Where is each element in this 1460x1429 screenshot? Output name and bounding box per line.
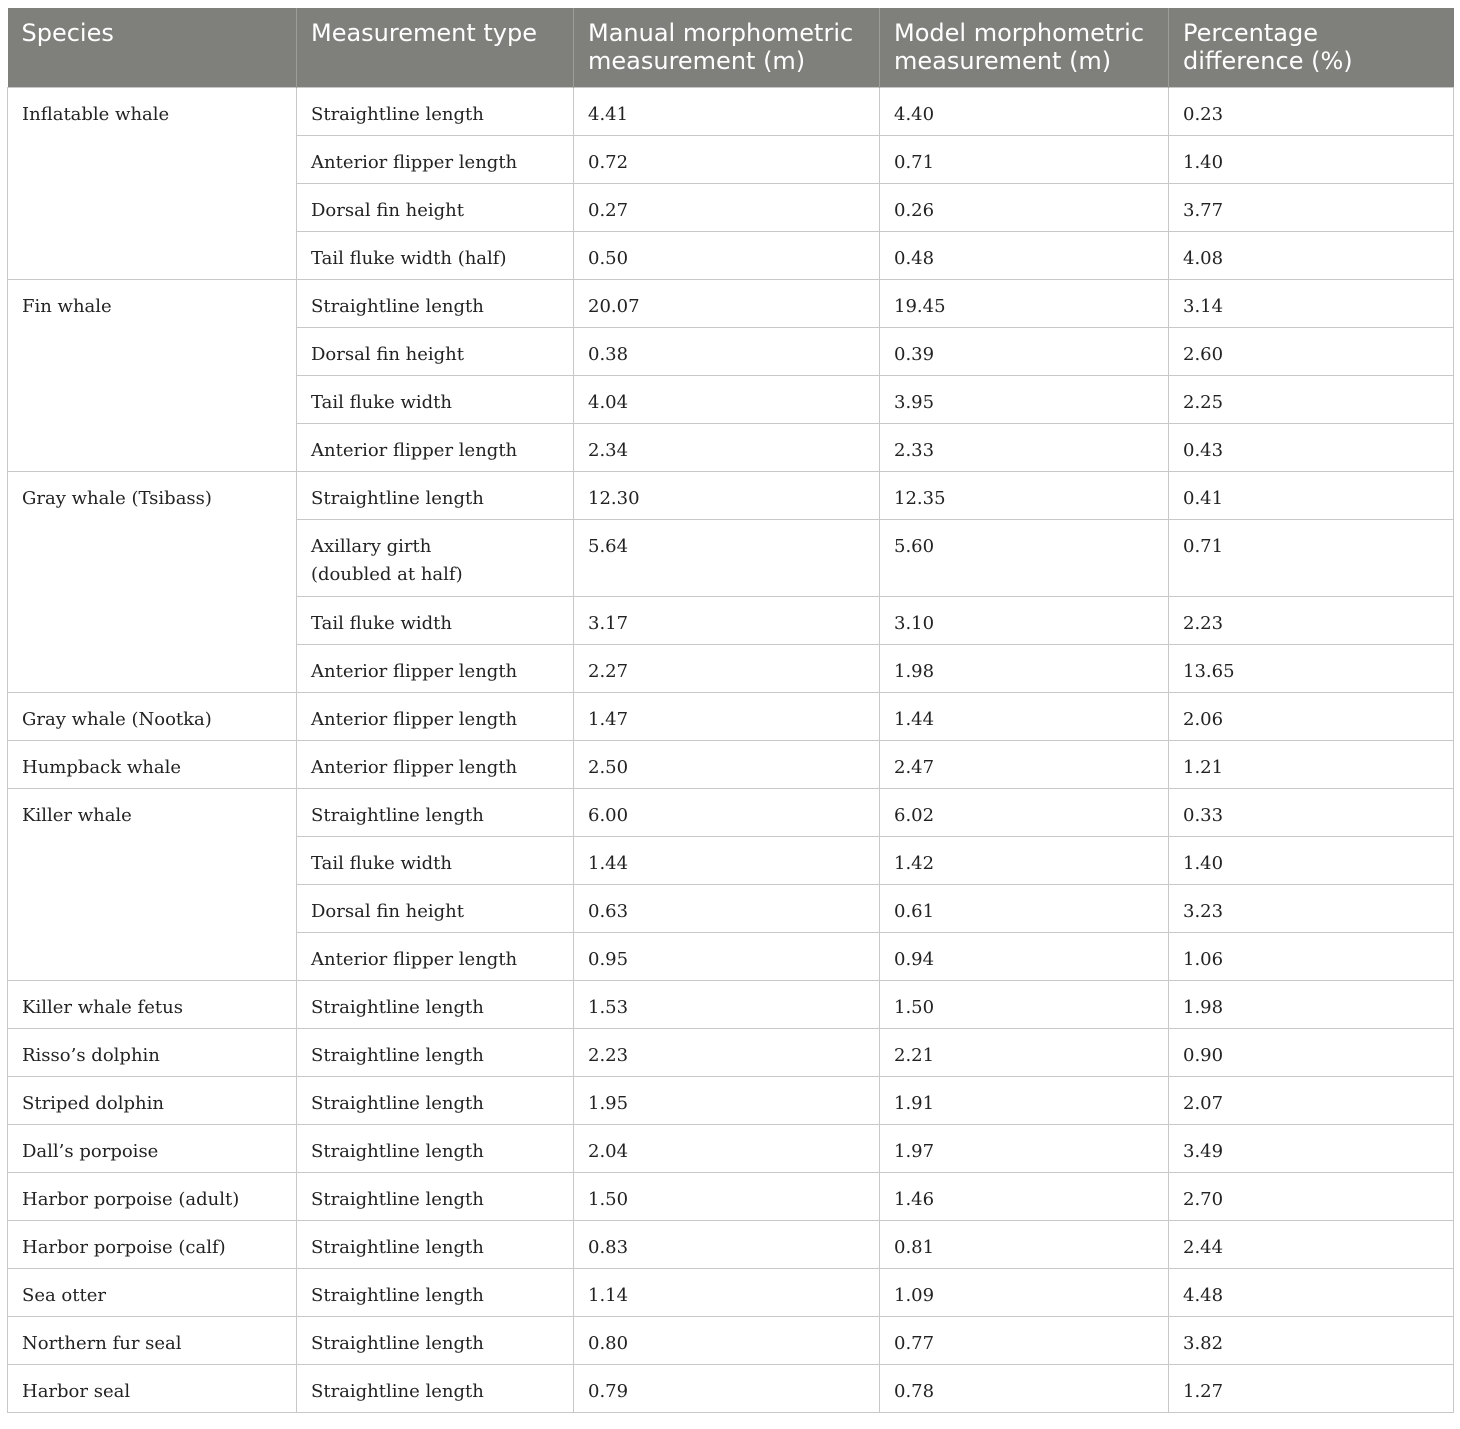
manual-value-cell: 2.23 (574, 1029, 880, 1077)
model-value-cell: 1.50 (880, 981, 1169, 1029)
measurement-type-cell: Straightline length (297, 472, 574, 520)
measurement-type-cell: Straightline length (297, 1269, 574, 1317)
species-cell: Harbor porpoise (calf) (8, 1221, 297, 1269)
model-value-cell: 12.35 (880, 472, 1169, 520)
model-value-cell: 0.39 (880, 328, 1169, 376)
header-measurement-type: Measurement type (297, 8, 574, 88)
percentage-difference-cell: 3.14 (1169, 280, 1454, 328)
table-row (8, 1173, 1454, 1221)
percentage-difference-cell: 1.27 (1169, 1365, 1454, 1413)
species-cell: Killer whale fetus (8, 981, 297, 1029)
table-row (8, 280, 1454, 328)
manual-value-cell: 0.83 (574, 1221, 880, 1269)
model-value-cell: 1.91 (880, 1077, 1169, 1125)
header-species: Species (8, 8, 297, 88)
percentage-difference-cell: 4.48 (1169, 1269, 1454, 1317)
measurement-type-cell: Straightline length (297, 88, 574, 136)
table-row (8, 1077, 1454, 1125)
model-value-cell: 0.71 (880, 136, 1169, 184)
model-value-cell: 2.33 (880, 424, 1169, 472)
manual-value-cell: 1.95 (574, 1077, 880, 1125)
measurement-type-cell: Straightline length (297, 1173, 574, 1221)
manual-value-cell: 0.38 (574, 328, 880, 376)
percentage-difference-cell: 2.60 (1169, 328, 1454, 376)
model-value-cell: 6.02 (880, 789, 1169, 837)
percentage-difference-cell: 0.41 (1169, 472, 1454, 520)
measurement-type-cell: Anterior flipper length (297, 741, 574, 789)
model-value-cell: 19.45 (880, 280, 1169, 328)
percentage-difference-cell: 13.65 (1169, 645, 1454, 693)
percentage-difference-cell: 1.21 (1169, 741, 1454, 789)
table-row (8, 88, 1454, 136)
manual-value-cell: 6.00 (574, 789, 880, 837)
percentage-difference-cell: 1.06 (1169, 933, 1454, 981)
manual-value-cell: 1.53 (574, 981, 880, 1029)
manual-value-cell: 4.04 (574, 376, 880, 424)
species-cell: Dall’s porpoise (8, 1125, 297, 1173)
manual-value-cell: 0.63 (574, 885, 880, 933)
header-percentage-difference: Percentage difference (%) (1169, 8, 1454, 88)
table-header (8, 8, 1454, 88)
manual-value-cell: 0.72 (574, 136, 880, 184)
model-value-cell: 3.95 (880, 376, 1169, 424)
model-value-cell: 0.81 (880, 1221, 1169, 1269)
percentage-difference-cell: 2.44 (1169, 1221, 1454, 1269)
percentage-difference-cell: 2.07 (1169, 1077, 1454, 1125)
measurement-type-cell: Straightline length (297, 789, 574, 837)
measurement-type-cell: Straightline length (297, 1077, 574, 1125)
model-value-cell: 1.42 (880, 837, 1169, 885)
manual-value-cell: 0.80 (574, 1317, 880, 1365)
measurement-type-cell: Straightline length (297, 1317, 574, 1365)
table-row (8, 693, 1454, 741)
percentage-difference-cell: 0.33 (1169, 789, 1454, 837)
percentage-difference-cell: 3.23 (1169, 885, 1454, 933)
percentage-difference-cell: 1.40 (1169, 136, 1454, 184)
species-cell: Fin whale (8, 280, 297, 472)
measurement-type-cell: Straightline length (297, 280, 574, 328)
percentage-difference-cell: 1.98 (1169, 981, 1454, 1029)
manual-value-cell: 2.27 (574, 645, 880, 693)
measurement-type-cell: Anterior flipper length (297, 693, 574, 741)
manual-value-cell: 0.27 (574, 184, 880, 232)
measurement-type-cell: Straightline length (297, 1221, 574, 1269)
table-row (8, 472, 1454, 520)
measurement-type-cell: Tail fluke width (297, 376, 574, 424)
species-cell: Inflatable whale (8, 88, 297, 280)
model-value-cell: 1.98 (880, 645, 1169, 693)
model-value-cell: 2.47 (880, 741, 1169, 789)
measurement-type-cell: Anterior flipper length (297, 933, 574, 981)
table-row (8, 1317, 1454, 1365)
percentage-difference-cell: 2.23 (1169, 597, 1454, 645)
model-value-cell: 0.48 (880, 232, 1169, 280)
manual-value-cell: 3.17 (574, 597, 880, 645)
species-cell: Humpback whale (8, 741, 297, 789)
manual-value-cell: 0.95 (574, 933, 880, 981)
measurement-type-cell: Tail fluke width (297, 597, 574, 645)
manual-value-cell: 0.50 (574, 232, 880, 280)
manual-value-cell: 2.04 (574, 1125, 880, 1173)
model-value-cell: 1.44 (880, 693, 1169, 741)
model-value-cell: 0.77 (880, 1317, 1169, 1365)
manual-value-cell: 0.79 (574, 1365, 880, 1413)
percentage-difference-cell: 2.70 (1169, 1173, 1454, 1221)
model-value-cell: 1.09 (880, 1269, 1169, 1317)
measurement-type-cell: Dorsal fin height (297, 885, 574, 933)
manual-value-cell: 1.50 (574, 1173, 880, 1221)
table-row (8, 741, 1454, 789)
measurement-type-cell: Tail fluke width (297, 837, 574, 885)
measurement-type-cell: Dorsal fin height (297, 328, 574, 376)
table-row (8, 1365, 1454, 1413)
table-body (8, 88, 1454, 1413)
header-manual-measurement: Manual morphometric measurement (m) (574, 8, 880, 88)
header-model-measurement: Model morphometric measurement (m) (880, 8, 1169, 88)
morphometric-table (7, 8, 1454, 1413)
table-row (8, 789, 1454, 837)
table-row (8, 1125, 1454, 1173)
model-value-cell: 2.21 (880, 1029, 1169, 1077)
percentage-difference-cell: 2.06 (1169, 693, 1454, 741)
table-row (8, 1221, 1454, 1269)
measurement-type-cell (297, 520, 574, 597)
table-row (8, 981, 1454, 1029)
species-cell: Harbor porpoise (adult) (8, 1173, 297, 1221)
species-cell: Sea otter (8, 1269, 297, 1317)
manual-value-cell: 12.30 (574, 472, 880, 520)
percentage-difference-cell: 3.77 (1169, 184, 1454, 232)
manual-value-cell: 1.47 (574, 693, 880, 741)
species-cell: Striped dolphin (8, 1077, 297, 1125)
measurement-type-cell: Straightline length (297, 1125, 574, 1173)
measurement-type-cell: Straightline length (297, 1365, 574, 1413)
model-value-cell: 1.46 (880, 1173, 1169, 1221)
percentage-difference-cell: 0.23 (1169, 88, 1454, 136)
model-value-cell: 0.26 (880, 184, 1169, 232)
header-row (8, 8, 1454, 88)
species-cell: Harbor seal (8, 1365, 297, 1413)
model-value-cell: 4.40 (880, 88, 1169, 136)
table-row (8, 1029, 1454, 1077)
model-value-cell: 0.94 (880, 933, 1169, 981)
percentage-difference-cell: 4.08 (1169, 232, 1454, 280)
manual-value-cell: 2.34 (574, 424, 880, 472)
species-cell: Gray whale (Nootka) (8, 693, 297, 741)
manual-value-cell: 5.64 (574, 520, 880, 597)
percentage-difference-cell: 1.40 (1169, 837, 1454, 885)
measurement-type-cell: Dorsal fin height (297, 184, 574, 232)
measurement-type-cell: Straightline length (297, 1029, 574, 1077)
model-value-cell: 0.78 (880, 1365, 1169, 1413)
manual-value-cell: 1.44 (574, 837, 880, 885)
measurement-type-label: Axillary girth (doubled at half) (311, 536, 463, 585)
manual-value-cell: 1.14 (574, 1269, 880, 1317)
measurement-type-cell: Anterior flipper length (297, 645, 574, 693)
percentage-difference-cell: 0.71 (1169, 520, 1454, 597)
measurement-type-cell: Tail fluke width (half) (297, 232, 574, 280)
manual-value-cell: 2.50 (574, 741, 880, 789)
measurement-type-cell: Straightline length (297, 981, 574, 1029)
model-value-cell: 3.10 (880, 597, 1169, 645)
percentage-difference-cell: 0.43 (1169, 424, 1454, 472)
model-value-cell: 1.97 (880, 1125, 1169, 1173)
model-value-cell: 5.60 (880, 520, 1169, 597)
percentage-difference-cell: 2.25 (1169, 376, 1454, 424)
species-cell: Risso’s dolphin (8, 1029, 297, 1077)
percentage-difference-cell: 0.90 (1169, 1029, 1454, 1077)
percentage-difference-cell: 3.82 (1169, 1317, 1454, 1365)
manual-value-cell: 4.41 (574, 88, 880, 136)
species-cell: Gray whale (Tsibass) (8, 472, 297, 693)
model-value-cell: 0.61 (880, 885, 1169, 933)
measurement-type-cell: Anterior flipper length (297, 136, 574, 184)
manual-value-cell: 20.07 (574, 280, 880, 328)
species-cell: Killer whale (8, 789, 297, 981)
measurement-type-cell: Anterior flipper length (297, 424, 574, 472)
table-row (8, 1269, 1454, 1317)
percentage-difference-cell: 3.49 (1169, 1125, 1454, 1173)
species-cell: Northern fur seal (8, 1317, 297, 1365)
